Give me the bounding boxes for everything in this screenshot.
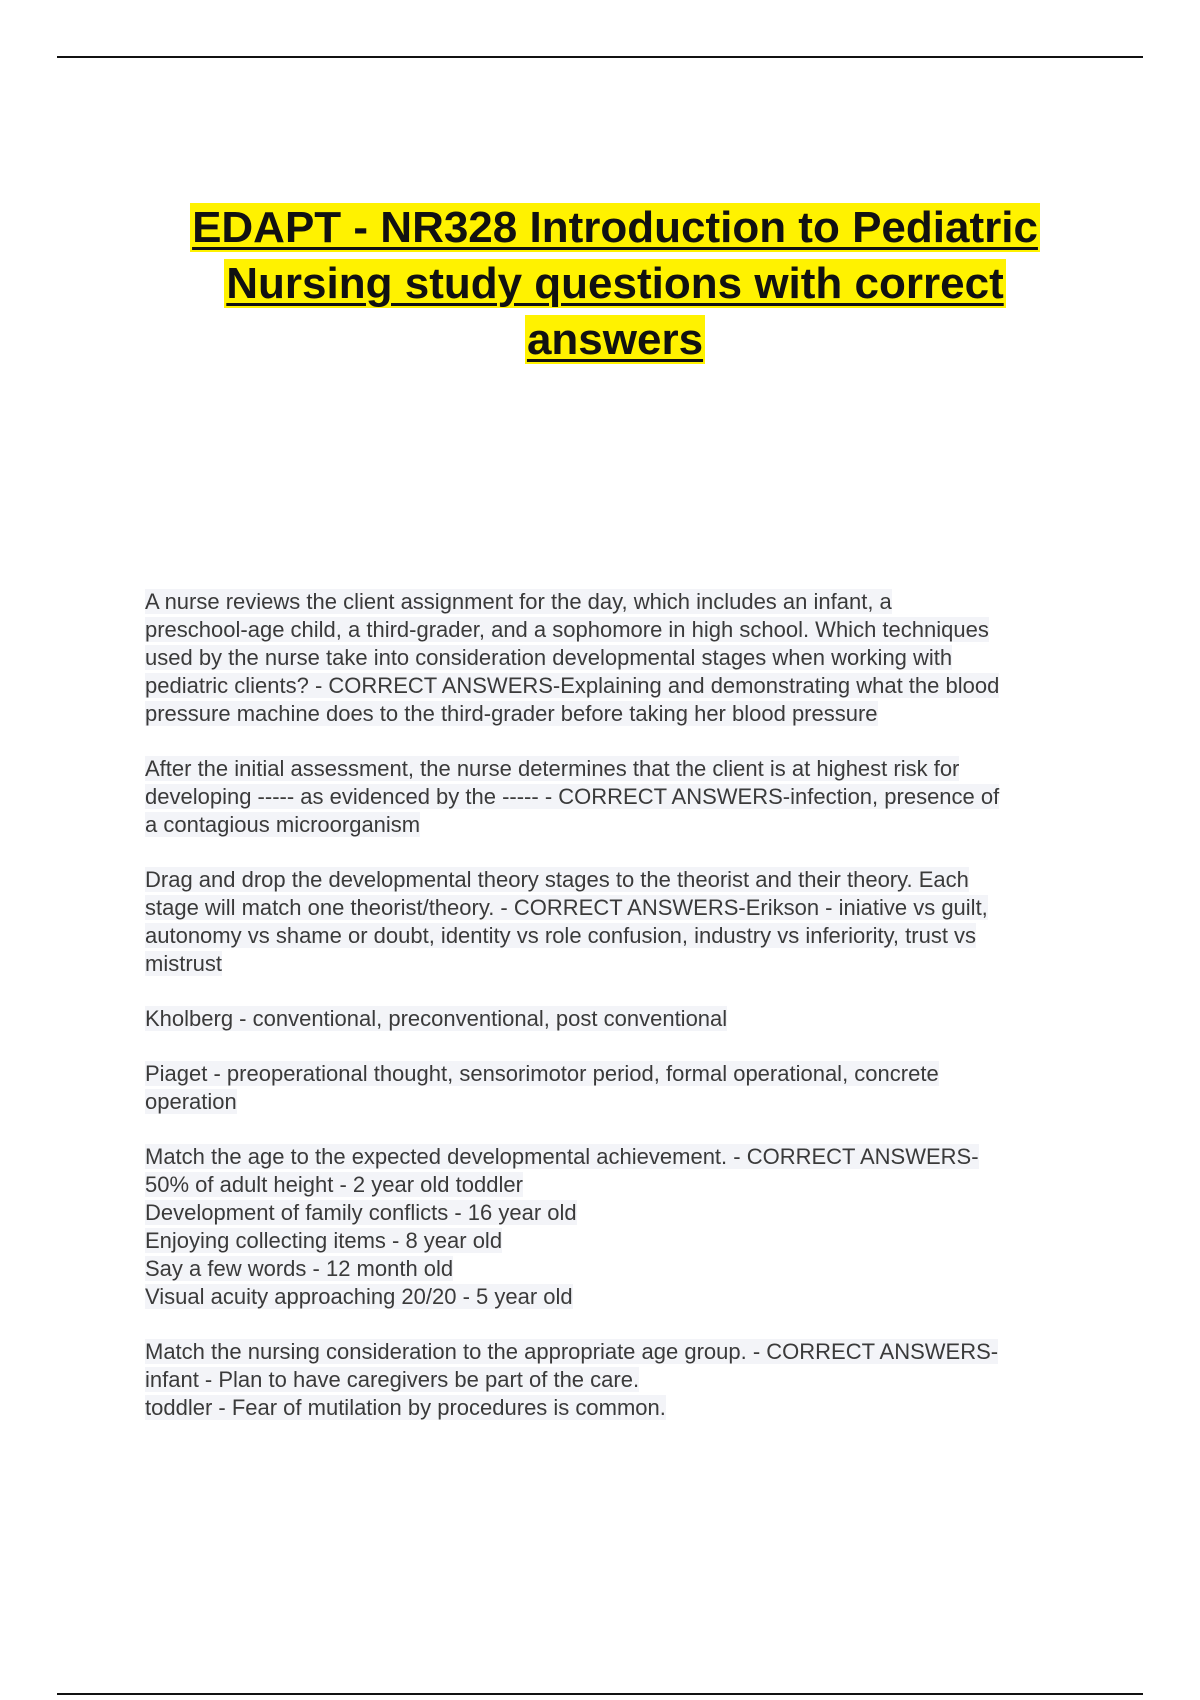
paragraph-line: stage will match one theorist/theory. - CORRECT ANSWERS-Erikson - iniative vs guilt,	[145, 895, 988, 920]
paragraph-line: After the initial assessment, the nurse determines that the client is at highest risk for	[145, 756, 960, 781]
document-body	[145, 588, 1095, 1449]
document-title	[110, 200, 1120, 368]
paragraph-line: toddler - Fear of mutilation by procedures is common.	[145, 1395, 666, 1420]
title-line: answers	[526, 315, 704, 364]
qa-paragraph	[145, 1143, 1095, 1311]
paragraph-line: Piaget - preoperational thought, sensorimotor period, formal operational, concrete	[145, 1061, 939, 1086]
paragraph-line: A nurse reviews the client assignment for the day, which includes an infant, a	[145, 589, 892, 614]
paragraph-line: pediatric clients? - CORRECT ANSWERS-Explaining and demonstrating what the blood	[145, 673, 1000, 698]
paragraph-line: Development of family conflicts - 16 year old	[145, 1200, 577, 1225]
paragraph-line: autonomy vs shame or doubt, identity vs role confusion, industry vs inferiority, trust vs	[145, 923, 977, 948]
paragraph-line: Kholberg - conventional, preconventional, post conventional	[145, 1006, 728, 1031]
paragraph-line: developing ----- as evidenced by the ----- - CORRECT ANSWERS-infection, presence of	[145, 784, 1000, 809]
qa-paragraph	[145, 755, 1095, 839]
paragraph-line: Match the age to the expected developmental achievement. - CORRECT ANSWERS-	[145, 1144, 979, 1169]
paragraph-line: pressure machine does to the third-grader before taking her blood pressure	[145, 701, 878, 726]
footer-rule	[57, 1693, 1143, 1695]
paragraph-line: infant - Plan to have caregivers be part of the care.	[145, 1367, 640, 1392]
paragraph-line: preschool-age child, a third-grader, and a sophomore in high school. Which techniques	[145, 617, 989, 642]
paragraph-line: used by the nurse take into consideration developmental stages when working with	[145, 645, 953, 670]
paragraph-line: a contagious microorganism	[145, 812, 421, 837]
header-rule	[57, 56, 1143, 58]
paragraph-line: Match the nursing consideration to the appropriate age group. - CORRECT ANSWERS-	[145, 1339, 999, 1364]
paragraph-line: mistrust	[145, 951, 222, 976]
qa-paragraph	[145, 866, 1095, 978]
paragraph-line: 50% of adult height - 2 year old toddler	[145, 1172, 523, 1197]
qa-paragraph	[145, 1338, 1095, 1422]
paragraph-line: Say a few words - 12 month old	[145, 1256, 454, 1281]
paragraph-line: Visual acuity approaching 20/20 - 5 year old	[145, 1284, 573, 1309]
qa-paragraph	[145, 588, 1095, 728]
qa-paragraph	[145, 1005, 1095, 1033]
qa-paragraph	[145, 1060, 1095, 1116]
title-line: Nursing study questions with correct	[226, 259, 1004, 308]
title-line: EDAPT - NR328 Introduction to Pediatric	[192, 203, 1038, 252]
paragraph-line: operation	[145, 1089, 237, 1114]
paragraph-line: Drag and drop the developmental theory stages to the theorist and their theory. Each	[145, 867, 969, 892]
paragraph-line: Enjoying collecting items - 8 year old	[145, 1228, 503, 1253]
